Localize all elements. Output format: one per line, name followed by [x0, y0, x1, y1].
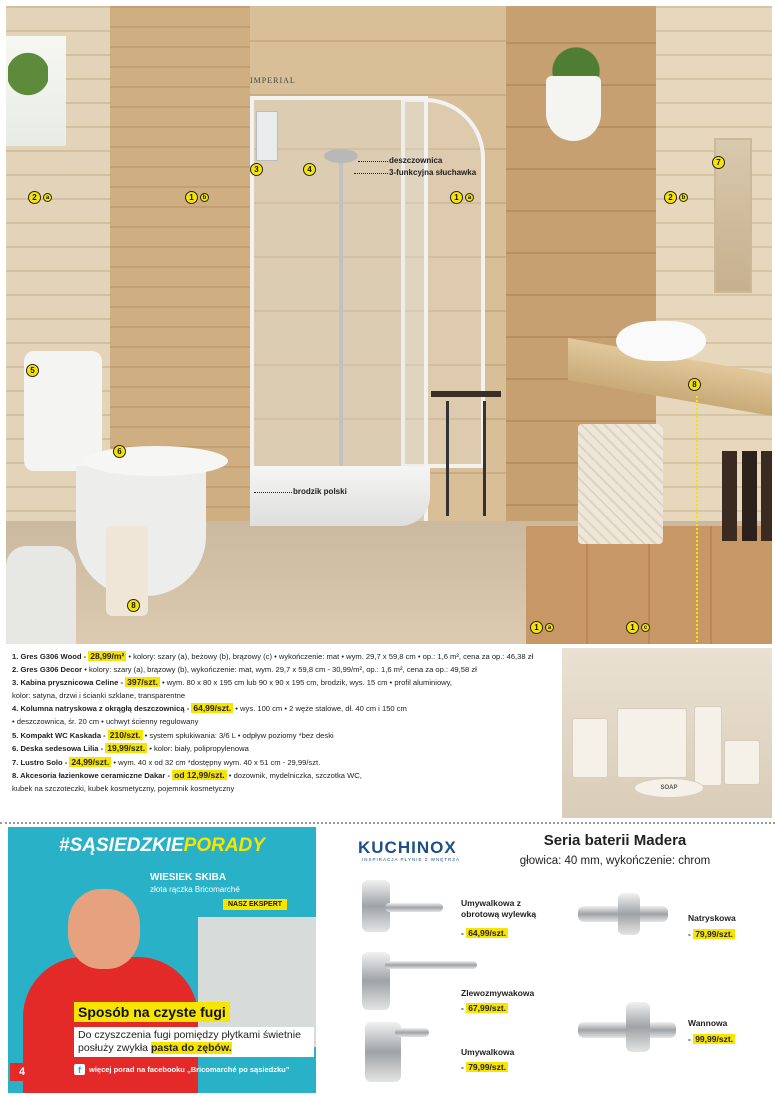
rain-shower-head: [324, 149, 358, 163]
cosmetic-container: [617, 708, 687, 778]
accessories-photo: [562, 648, 772, 818]
product-price: - 64,99/szt.: [461, 928, 507, 938]
marker-number: 3: [250, 163, 263, 176]
marker-number: 1: [450, 191, 463, 204]
series-subtitle: głowica: 40 mm, wykończenie: chrom: [519, 855, 711, 867]
product-price: 19,99/szt.: [107, 743, 146, 754]
product-desc: • wys. 100 cm • 2 węże stalowe, dł. 40 cm i 150 cm: [233, 704, 407, 714]
plant-left: [8, 46, 48, 116]
marker: [664, 191, 688, 204]
kuchinox-logo: KUCHINOX: [358, 838, 457, 857]
product-desc: • wym. 80 x 80 x 195 cm lub 90 x 90 x 195 cm, brodzik, wys. 15 cm • profil aluminiowy,: [159, 678, 452, 688]
marker-number: 7: [712, 156, 725, 169]
product-price: 210/szt.: [109, 729, 141, 740]
expert-badge: NASZ EKSPERT: [223, 899, 287, 910]
marker: [28, 191, 52, 204]
marker-number: 2: [664, 191, 677, 204]
tips-title-part: PORADY: [183, 835, 265, 856]
product-desc: kubek na szczoteczki, kubek kosmetyczny, pojemnik kosmetyczny: [12, 783, 235, 793]
product-price: 24,99/szt.: [71, 756, 110, 767]
cosmetic-cup: [724, 740, 760, 785]
marker: [450, 191, 474, 204]
washbasin: [616, 321, 706, 361]
marker-number: 8: [127, 599, 140, 612]
product-price: - 79,99/szt.: [688, 929, 734, 939]
neighbour-tips-box: [8, 827, 316, 1093]
marker-number: 6: [113, 445, 126, 458]
tip-text-body: Do czyszczenia fugi pomiędzy płytkami świetnie posłuży zwykła: [78, 1029, 301, 1054]
product-price: - 67,99/szt.: [461, 1003, 507, 1013]
marker: [113, 445, 126, 458]
marker: [185, 191, 209, 204]
product-desc: • dozownik, mydelniczka, szczotka WC,: [226, 771, 362, 781]
product-name: 8. Akcesoria łazienkowe ceramiczne Dakar: [12, 771, 166, 781]
marker-variant: b: [679, 193, 688, 202]
expert-name: WIESIEK SKIBA: [150, 872, 227, 883]
callout-line: [358, 161, 388, 162]
product-name: Wannowa: [688, 1018, 728, 1028]
laundry-basket: [578, 424, 663, 544]
stool-legs: [446, 401, 486, 516]
product-line: [12, 650, 562, 664]
marker: [688, 378, 701, 391]
product-price: od 12,99/szt.: [174, 770, 225, 781]
callout-tray: brodzik polski: [293, 487, 347, 496]
marker: [127, 599, 140, 612]
soap-dish: SOAP: [634, 778, 704, 798]
separator: -: [98, 744, 106, 754]
product-price: 28,99/m²: [90, 651, 125, 661]
product-name: 2. Gres G306 Decor: [12, 664, 83, 674]
separator: -: [184, 704, 192, 714]
callout-line-8: [696, 396, 698, 644]
product-desc: • deszczownica, śr. 20 cm • uchwyt ścienny regulowany: [12, 716, 199, 726]
expert-role: złota rączka Bricomarché: [150, 885, 240, 894]
product-name: Natryskowa: [688, 913, 736, 923]
marker-variant: a: [545, 623, 554, 632]
facebook-link[interactable]: [74, 1064, 289, 1075]
planter: [6, 546, 76, 644]
product-line: [12, 769, 562, 783]
faucet-basin-spout: [395, 1028, 429, 1037]
faucet-shower-lever: [618, 893, 640, 935]
tips-title-part: #SĄSIEDZKIE: [59, 835, 184, 856]
facebook-link-text: więcej porad na facebooku „Bricomarché po sąsiedzku”: [89, 1065, 290, 1074]
product-name: Umywalkowa: [461, 1047, 515, 1057]
marker-variant: c: [641, 623, 650, 632]
page-number: 4: [10, 1063, 34, 1081]
bottles: [722, 451, 772, 541]
product-price: - 79,99/szt.: [461, 1062, 507, 1072]
product-desc: • wym. 40 x od 32 cm *dostępny wym. 40 x 51 cm - 29,99/szt.: [111, 757, 321, 767]
marker-number: 1: [185, 191, 198, 204]
faucet-bath-lever: [626, 1002, 650, 1052]
shower-mirror: [256, 111, 278, 161]
shower-column-pipe: [339, 156, 343, 476]
marker-number: 4: [303, 163, 316, 176]
product-desc: kolor: satyna, drzwi i ścianki szklane, transparentne: [12, 690, 186, 700]
separator: -: [165, 771, 173, 781]
marker-number: 8: [688, 378, 701, 391]
kuchinox-tagline: INSPIRACJA PŁYNIE Z WNĘTRZA: [362, 857, 461, 862]
expert-photo-head: [68, 889, 140, 969]
marker: [303, 163, 316, 176]
price-value: 99,99/szt.: [695, 1034, 734, 1044]
marker-variant: a: [43, 193, 52, 202]
product-name: 7. Lustro Solo: [12, 757, 63, 767]
tips-title: [8, 835, 316, 857]
product-price: 64,99/szt.: [193, 703, 232, 714]
marker-number: 1: [530, 621, 543, 634]
separator: -: [62, 757, 70, 767]
product-name: 1. Gres G306 Wood: [12, 652, 82, 661]
product-price: 397/szt.: [127, 677, 158, 688]
product-name: 6. Deska sedesowa Lilia: [12, 744, 99, 754]
product-line: [12, 756, 562, 770]
product-line: [12, 702, 562, 716]
product-desc: • kolory: szary (a), beżowy (b), brązowy (c) • wykończenie: mat • wym. 29,7 x 59,8 cm • op.: 1,6 m², cena za op.: 46,38 zł: [126, 652, 534, 661]
hanging-plant-pot: [546, 76, 601, 141]
product-line: [12, 676, 562, 690]
soap-dispenser: [694, 706, 722, 786]
toilet-seat: [84, 446, 228, 476]
marker-number: 1: [626, 621, 639, 634]
marker: [26, 364, 39, 377]
price-value: 64,99/szt.: [468, 928, 507, 938]
marker: [626, 621, 650, 634]
product-line: [12, 664, 562, 677]
product-desc: • system spłukiwania: 3/6 L • odpływ poziomy *bez deski: [142, 730, 334, 740]
shower-tray: [250, 466, 430, 526]
callout-hand-shower: 3-funkcyjna słuchawka: [389, 168, 477, 177]
product-desc: • kolor: biały, polipropylenowa: [147, 744, 249, 754]
product-name: Zlewozmywakowa: [461, 988, 535, 998]
marker-number: 5: [26, 364, 39, 377]
separator: -: [101, 730, 108, 740]
marker: [250, 163, 263, 176]
price-value: 79,99/szt.: [468, 1062, 507, 1072]
tip-text: [74, 1027, 314, 1057]
product-line: [12, 690, 562, 703]
product-line: [12, 742, 562, 756]
separator: -: [118, 678, 126, 688]
facebook-icon: f: [74, 1064, 85, 1075]
toothbrush-cup: [572, 718, 608, 778]
price-value: 79,99/szt.: [695, 929, 734, 939]
product-name: Umywalkowa z obrotową wylewką: [461, 898, 537, 919]
product-line: [12, 783, 562, 796]
callout-line: [354, 173, 388, 174]
product-desc: • kolory: szary (a), brązowy (b), wykończenie: mat, wym. 29,7 x 59,8 cm - 30,99/m², op.: 1,6 m², cena za op.: 49,58 zł: [82, 664, 477, 674]
price-value: 67,99/szt.: [468, 1003, 507, 1013]
tip-text-highlight: pasta do zębów.: [150, 1042, 232, 1054]
tip-headline: Sposób na czyste fugi: [74, 1002, 230, 1022]
marker: [530, 621, 554, 634]
bathroom-scene-photo: [6, 6, 772, 644]
marker: [712, 156, 725, 169]
product-line: [12, 716, 562, 729]
faucet-basin-swivel-spout: [385, 903, 443, 912]
product-line: [12, 729, 562, 743]
callout-line: [254, 492, 292, 493]
separator: -: [81, 652, 89, 661]
marker-variant: b: [200, 193, 209, 202]
product-name: 5. Kompakt WC Kaskada: [12, 730, 102, 740]
faucet-kitchen-spout: [385, 961, 477, 969]
series-title: Seria baterii Madera: [543, 832, 687, 849]
marker-number: 2: [28, 191, 41, 204]
product-name: 3. Kabina prysznicowa Celine: [12, 678, 119, 688]
product-name: 4. Kolumna natryskowa z okrągłą deszczownicą: [12, 704, 185, 714]
section-divider: [0, 822, 775, 824]
product-list: [12, 650, 562, 820]
product-price: - 99,99/szt.: [688, 1034, 734, 1044]
marker-variant: a: [465, 193, 474, 202]
imperial-logo: IMPERIAL: [250, 76, 296, 85]
callout-shower-head: deszczownica: [389, 156, 443, 165]
